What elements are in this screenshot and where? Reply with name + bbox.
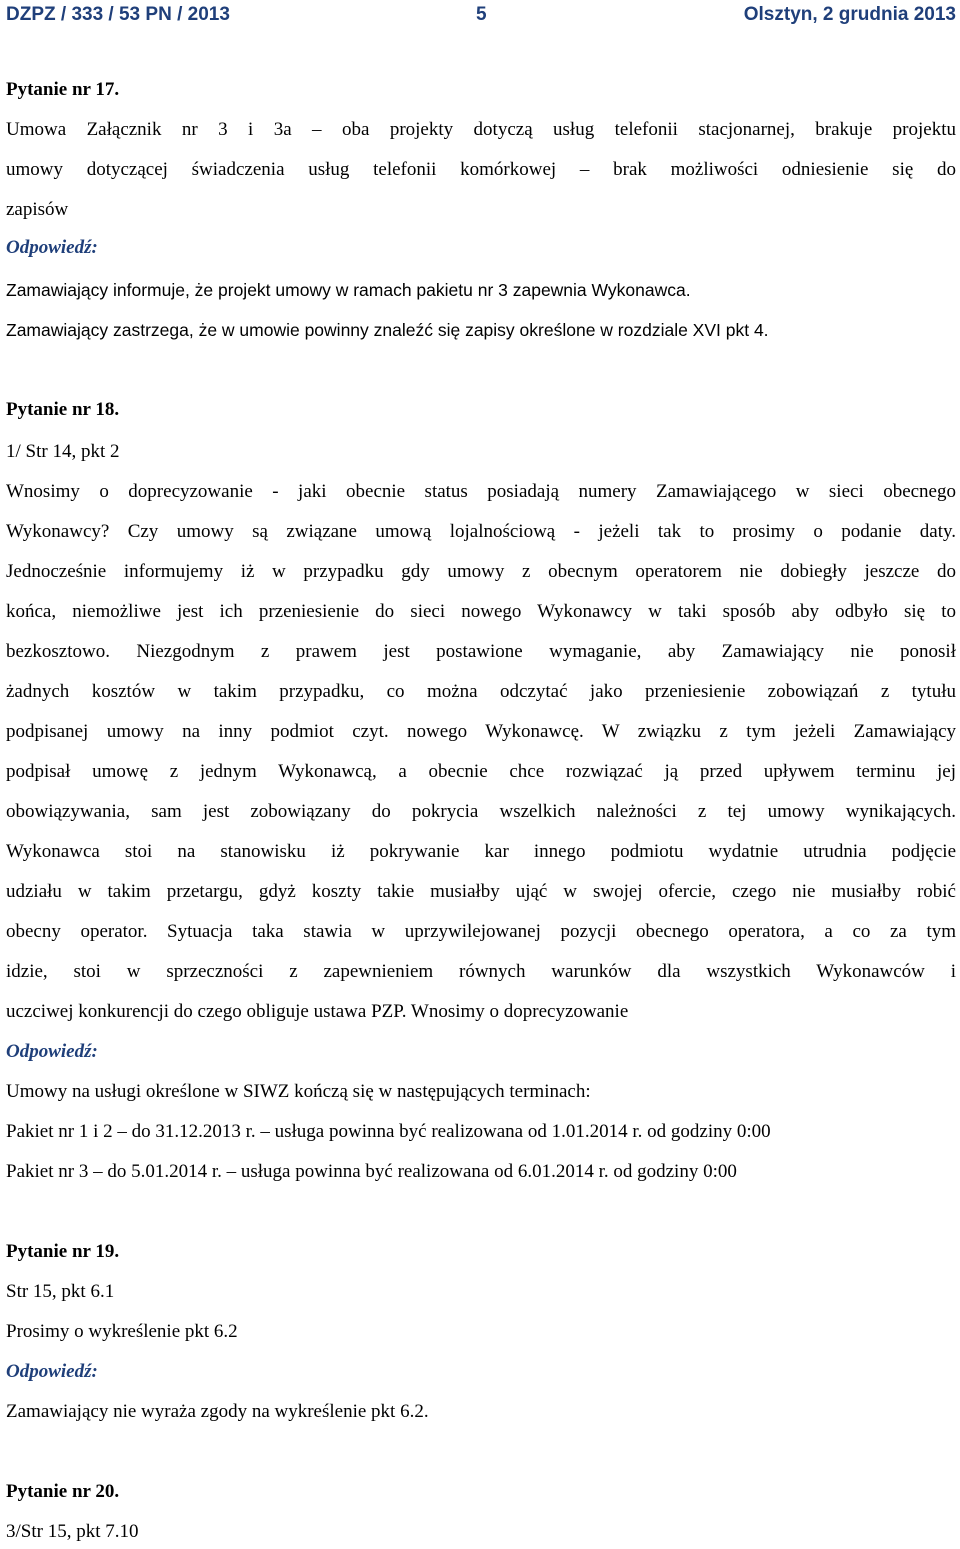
question-18-line-12: obecny operator. Sytuacja taka stawia w uprzywilejowanej pozycji obecnego operatora, a co za tym — [6, 921, 956, 942]
question-18-line-6: żadnych kosztów w takim przypadku, co można odczytać jako przeniesienie zobowiązań z tytułu — [6, 681, 956, 702]
question-19-line-1: Prosimy o wykreślenie pkt 6.2 — [6, 1321, 238, 1342]
question-18-answer-line-1: Umowy na usługi określone w SIWZ kończą się w następujących terminach: — [6, 1081, 591, 1102]
question-17-answer-label: Odpowiedź: — [6, 237, 98, 258]
question-18-line-5: bezkosztowo. Niezgodnym z prawem jest postawione wymaganie, aby Zamawiający nie ponosił — [6, 641, 956, 662]
question-18-line-11: udziału w takim przetargu, gdyż koszty takie musiałby ująć w swojej ofercie, czego nie musiałby robić — [6, 881, 956, 902]
question-18-answer-line-3: Pakiet nr 3 – do 5.01.2014 r. – usługa powinna być realizowana od 6.01.2014 r. od godziny 0:00 — [6, 1161, 737, 1182]
question-18-line-4: końca, niemożliwe jest ich przeniesienie do sieci nowego Wykonawcy w taki sposób aby odbyło się to — [6, 601, 956, 622]
question-17-answer-line-1: Zamawiający informuje, że projekt umowy w ramach pakietu nr 3 zapewnia Wykonawca. — [6, 280, 691, 300]
question-18-line-2: Wykonawcy? Czy umowy są związane umową lojalnościową - jeżeli tak to prosimy o podanie daty. — [6, 521, 956, 542]
question-18-title: Pytanie nr 18. — [6, 399, 120, 420]
question-17-line-3: zapisów — [6, 199, 69, 220]
question-19-answer-line-1: Zamawiający nie wyraża zgody na wykreślenie pkt 6.2. — [6, 1401, 429, 1422]
question-17-title: Pytanie nr 17. — [6, 79, 120, 100]
question-18-line-9: obowiązywania, sam jest zobowiązany do pokrycia wszelkich należności z tej umowy wynikających. — [6, 801, 956, 822]
question-18-line-7: podpisanej umowy na inny podmiot czyt. nowego Wykonawcę. W związku z tym jeżeli Zamawiający — [6, 721, 956, 742]
page-number: 5 — [476, 4, 487, 25]
question-18-line-3: Jednocześnie informujemy iż w przypadku gdy umowy z obecnym operatorem nie dobiegły jeszcze do — [6, 561, 956, 582]
question-18-line-10: Wykonawca stoi na stanowisku iż pokrywanie kar innego podmiotu wydatnie utrudnia podjęcie — [6, 841, 956, 862]
question-18-line-8: podpisał umowę z jednym Wykonawcą, a obecnie chce rozwiązać ją przed upływem terminu jej — [6, 761, 956, 782]
question-18-reference: 1/ Str 14, pkt 2 — [6, 441, 120, 462]
question-17-answer-line-2: Zamawiający zastrzega, że w umowie powinny znaleźć się zapisy określone w rozdziale XVI pkt 4. — [6, 320, 769, 340]
question-17-line-2: umowy dotyczącej świadczenia usług telefonii komórkowej – brak możliwości odniesienie się do — [6, 159, 956, 180]
question-19-reference: Str 15, pkt 6.1 — [6, 1281, 115, 1302]
question-20-title: Pytanie nr 20. — [6, 1481, 120, 1502]
question-18-line-14: uczciwej konkurencji do czego obliguje ustawa PZP. Wnosimy o doprecyzowanie — [6, 1001, 629, 1022]
question-19-answer-label: Odpowiedź: — [6, 1361, 98, 1382]
question-20-reference: 3/Str 15, pkt 7.10 — [6, 1521, 139, 1542]
place-date: Olsztyn, 2 grudnia 2013 — [743, 4, 956, 25]
question-18-line-1: Wnosimy o doprecyzowanie - jaki obecnie status posiadają numery Zamawiającego w sieci obecnego — [6, 481, 956, 502]
page-header — [6, 4, 956, 30]
question-19-title: Pytanie nr 19. — [6, 1241, 120, 1262]
document-reference: DZPZ / 333 / 53 PN / 2013 — [6, 4, 230, 25]
question-18-answer-label: Odpowiedź: — [6, 1041, 98, 1062]
question-18-answer-line-2: Pakiet nr 1 i 2 – do 31.12.2013 r. – usługa powinna być realizowana od 1.01.2014 r. od godziny 0:00 — [6, 1121, 771, 1142]
question-18-line-13: idzie, stoi w sprzeczności z zapewnieniem równych warunków dla wszystkich Wykonawców i — [6, 961, 956, 982]
question-17-line-1: Umowa Załącznik nr 3 i 3a – oba projekty dotyczą usług telefonii stacjonarnej, brakuje projektu — [6, 119, 956, 140]
